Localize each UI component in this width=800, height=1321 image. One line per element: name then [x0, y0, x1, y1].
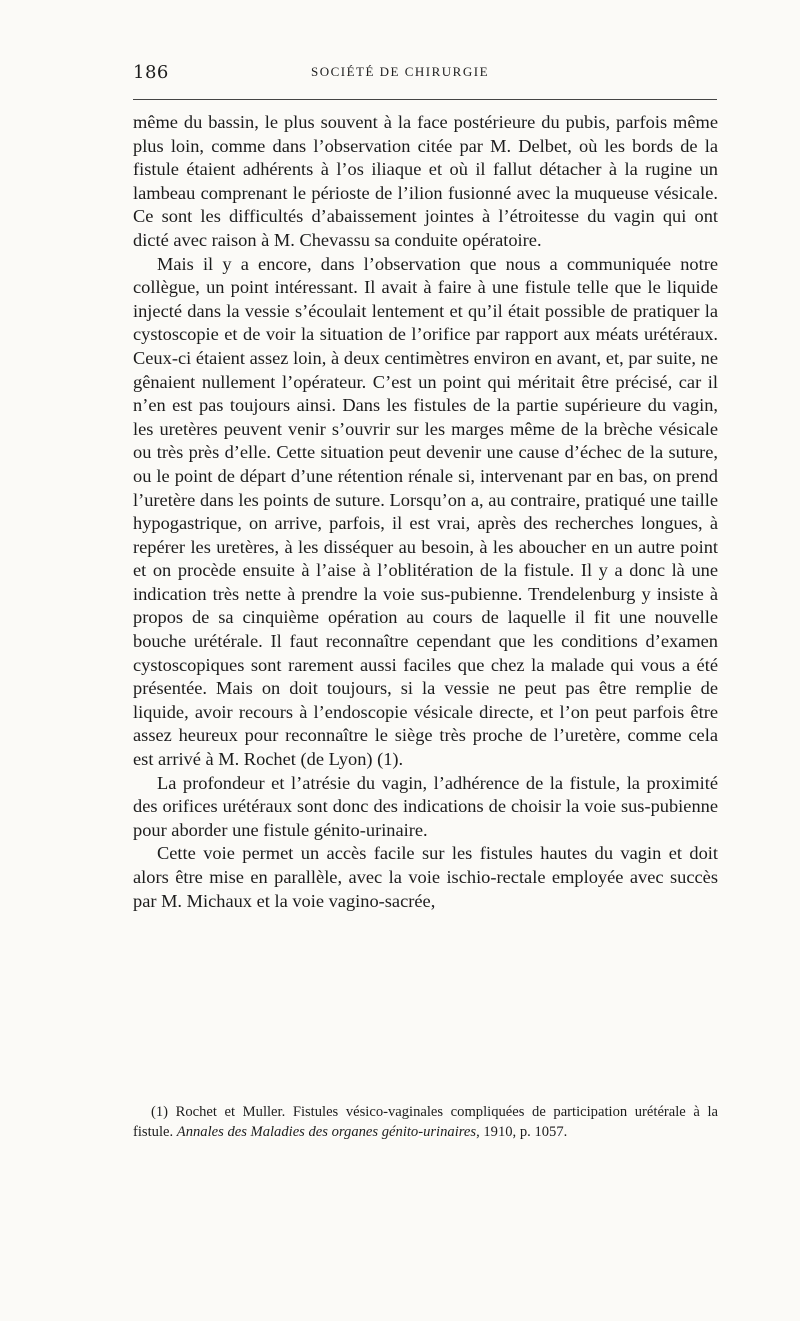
- page-number: 186: [133, 62, 169, 83]
- running-head: SOCIÉTÉ DE CHIRURGIE: [310, 64, 490, 79]
- header-rule: [133, 99, 717, 100]
- paragraph: La profondeur et l’atrésie du vagin, l’adhérence de la fistule, la proximité des orifices urétéraux sont donc des indications de choisir la voie sus-pubienne pour aborder une fistule génito-urinaire.: [133, 772, 718, 840]
- footnote-journal: Annales des Maladies des organes génito-urinaires: [176, 1124, 477, 1140]
- footnote-text: (1) Rochet et Muller. Fistules vésico-vaginales compliquées de participation urétérale à la fistule.: [133, 1104, 718, 1140]
- body-text: [133, 111, 718, 913]
- paragraph: même du bassin, le plus souvent à la face postérieure du pubis, parfois même plus loin, comme dans l’observation citée par M. Delbet, où les bords de la fistule étaient adhérents à l’os iliaque et où il fallut détacher à la rugine un lambeau comprenant le périoste de l’ilion fusionné avec la muqueuse vésicale. Ce sont les difficultés d’abaissement jointes à l’étroitesse du vagin qui ont dicté avec raison à M. Chevassu sa conduite opératoire.: [133, 112, 718, 250]
- paragraph: Cette voie permet un accès facile sur les fistules hautes du vagin et doit alors être mise en parallèle, avec la voie ischio-rectale employée avec succès par M. Michaux et la voie vagino-sacrée,: [133, 843, 718, 911]
- footnote: [133, 1102, 718, 1142]
- paragraph: Mais il y a encore, dans l’observation que nous a communiquée notre collègue, un point intéressant. Il avait à faire à une fistule telle que le liquide injecté dans la vessie s’écoulait lentement et qu’il était possible de pratiquer la cystoscopie et de voir la situation de l’orifice par rapport aux méats urétéraux. Ceux-ci étaient assez loin, à deux centimètres environ en avant, et, par suite, ne gênaient nullement l’opérateur. C’est un point qui méritait être précisé, car il n’en est pas toujours ainsi. Dans les fistules de la partie supérieure du vagin, les uretères peuvent venir s’ouvrir sur les marges même de la brèche vésicale ou très près d’elle. Cette situation peut devenir une cause d’échec de la suture, ou le point de départ d’une rétention rénale si, intervenant par en bas, on prend l’uretère dans les points de suture. Lorsqu’on a, au contraire, pratiqué une taille hypogastrique, on arrive, parfois, il est vrai, après des recherches longues, à repérer les uretères, à les disséquer au besoin, à les aboucher en un autre point et on procède ensuite à l’aise à l’oblitération de la fistule. Il y a donc là une indication très nette à prendre la voie sus-pubienne. Trendelenburg y insiste à propos de sa cinquième opération au cours de laquelle il fit une nouvelle bouche urétérale. Il faut reconnaître cependant que les conditions d’examen cystoscopiques sont rarement aussi faciles que chez la malade qui vous a été présentée. Mais on doit toujours, si la vessie ne peut pas être remplie de liquide, avoir recours à l’endoscopie vésicale directe, et l’on peut parfois être assez heureux pour reconnaître le siège très proche de l’uretère, comme cela est arrivé à M. Rochet (de Lyon) (1).: [133, 253, 718, 770]
- footnote-citation: , 1910, p. 1057.: [476, 1124, 568, 1140]
